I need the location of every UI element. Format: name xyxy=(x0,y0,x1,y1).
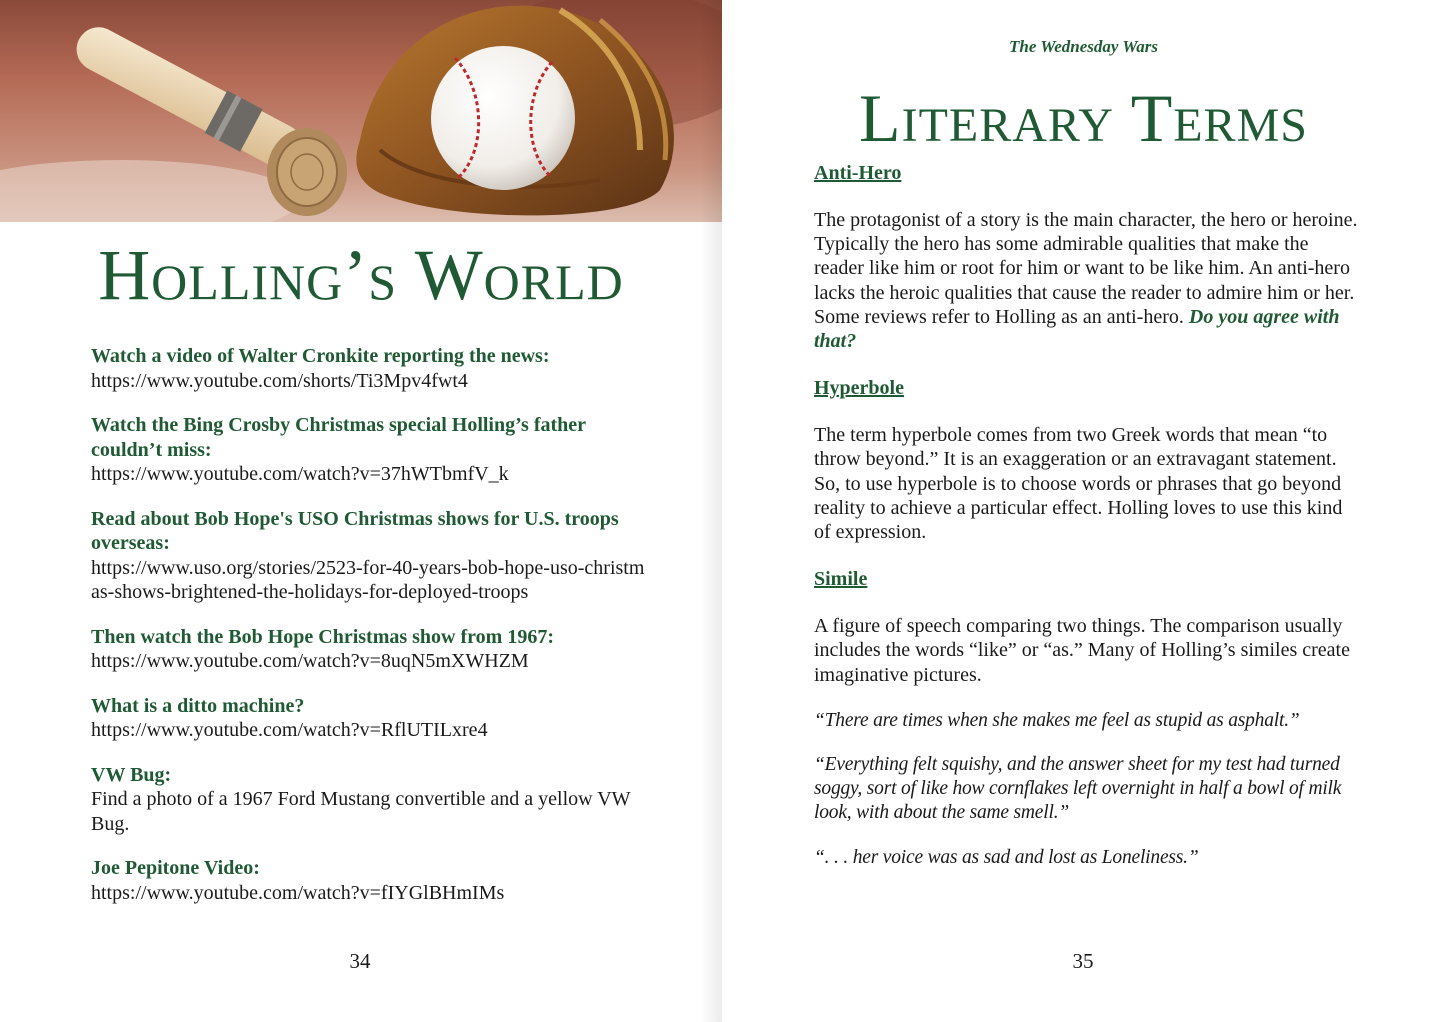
link-url[interactable]: https://www.youtube.com/shorts/Ti3Mpv4fwt4 xyxy=(91,369,468,392)
term-heading: Anti-Hero xyxy=(814,162,902,184)
left-page xyxy=(0,0,722,1022)
link-item xyxy=(91,625,651,674)
page-number: 34 xyxy=(349,949,371,973)
link-heading: Watch a video of Walter Cronkite reporting the news: xyxy=(91,345,550,367)
link-item xyxy=(91,413,651,487)
link-heading: Watch the Bing Crosby Christmas special Holling’s father couldn’t miss: xyxy=(91,414,586,461)
link-item xyxy=(91,763,651,837)
link-item xyxy=(91,344,651,393)
term-definition: The term hyperbole comes from two Greek words that mean “to throw beyond.” It is an exaggeration or an extravagant statement. So, to use hyperbole is to choose words or phrases that go beyond reality to achieve a particular effect. Holling loves to use this kind of expression. xyxy=(814,424,1343,544)
link-item xyxy=(91,694,651,743)
link-url[interactable]: https://www.youtube.com/watch?v=RflUTILxre4 xyxy=(91,719,488,741)
right-page xyxy=(722,0,1445,1022)
term-definition xyxy=(814,208,1359,353)
term-definition: A figure of speech comparing two things. The comparison usually includes the words “like” or “as.” Many of Holling’s similes create imaginative pictures. xyxy=(814,615,1350,686)
link-url[interactable]: https://www.youtube.com/watch?v=8uqN5mXWHZM xyxy=(91,650,529,672)
link-instruction: Find a photo of a 1967 Ford Mustang convertible and a yellow VW Bug. xyxy=(91,788,631,835)
link-url[interactable]: https://www.youtube.com/watch?v=37hWTbmfV_k xyxy=(91,463,509,485)
link-item xyxy=(91,507,651,605)
simile-quote: “Everything felt squishy, and the answer sheet for my test had turned soggy, sort of like how cornflakes left overnight in half a bowl of milk look, with about the same smell.” xyxy=(814,754,1342,824)
book-title: The Wednesday Wars xyxy=(1009,37,1158,56)
link-heading: VW Bug: xyxy=(91,763,172,786)
links-list xyxy=(91,344,651,925)
page-title: Holling’s World xyxy=(98,235,624,315)
link-url[interactable]: https://www.youtube.com/watch?v=fIYGlBHmIMs xyxy=(91,881,505,904)
terms-list xyxy=(814,160,1359,890)
page-title: Literary Terms xyxy=(859,80,1308,156)
simile-quote: “There are times when she makes me feel as stupid as asphalt.” xyxy=(814,709,1300,731)
definition-text: The protagonist of a story is the main character, the hero or heroine. Typically the hero has some admirable qualities that make the reader like him or root for him or want to be like him. An anti-hero lacks the heroic qualities that cause the reader to admire him or her. Some reviews refer to Holling as an anti-hero. xyxy=(814,209,1358,328)
link-heading: Joe Pepitone Video: xyxy=(91,857,260,879)
discussion-question: Do you agree with that? xyxy=(814,305,1340,353)
link-item xyxy=(91,856,651,905)
simile-quote: “. . . her voice was as sad and lost as Loneliness.” xyxy=(814,846,1199,868)
link-url[interactable]: https://www.uso.org/stories/2523-for-40-years-bob-hope-uso-christmas-shows-brightened-the-holidays-for-deployed-troops xyxy=(91,556,645,603)
term-heading: Hyperbole xyxy=(814,377,904,400)
link-heading: What is a ditto machine? xyxy=(91,694,305,717)
link-heading: Read about Bob Hope's USO Christmas shows for U.S. troops overseas: xyxy=(91,507,619,554)
page-number: 35 xyxy=(1072,949,1094,973)
link-heading: Then watch the Bob Hope Christmas show from 1967: xyxy=(91,625,554,648)
term-heading: Simile xyxy=(814,568,868,591)
baseball-image xyxy=(0,0,722,222)
